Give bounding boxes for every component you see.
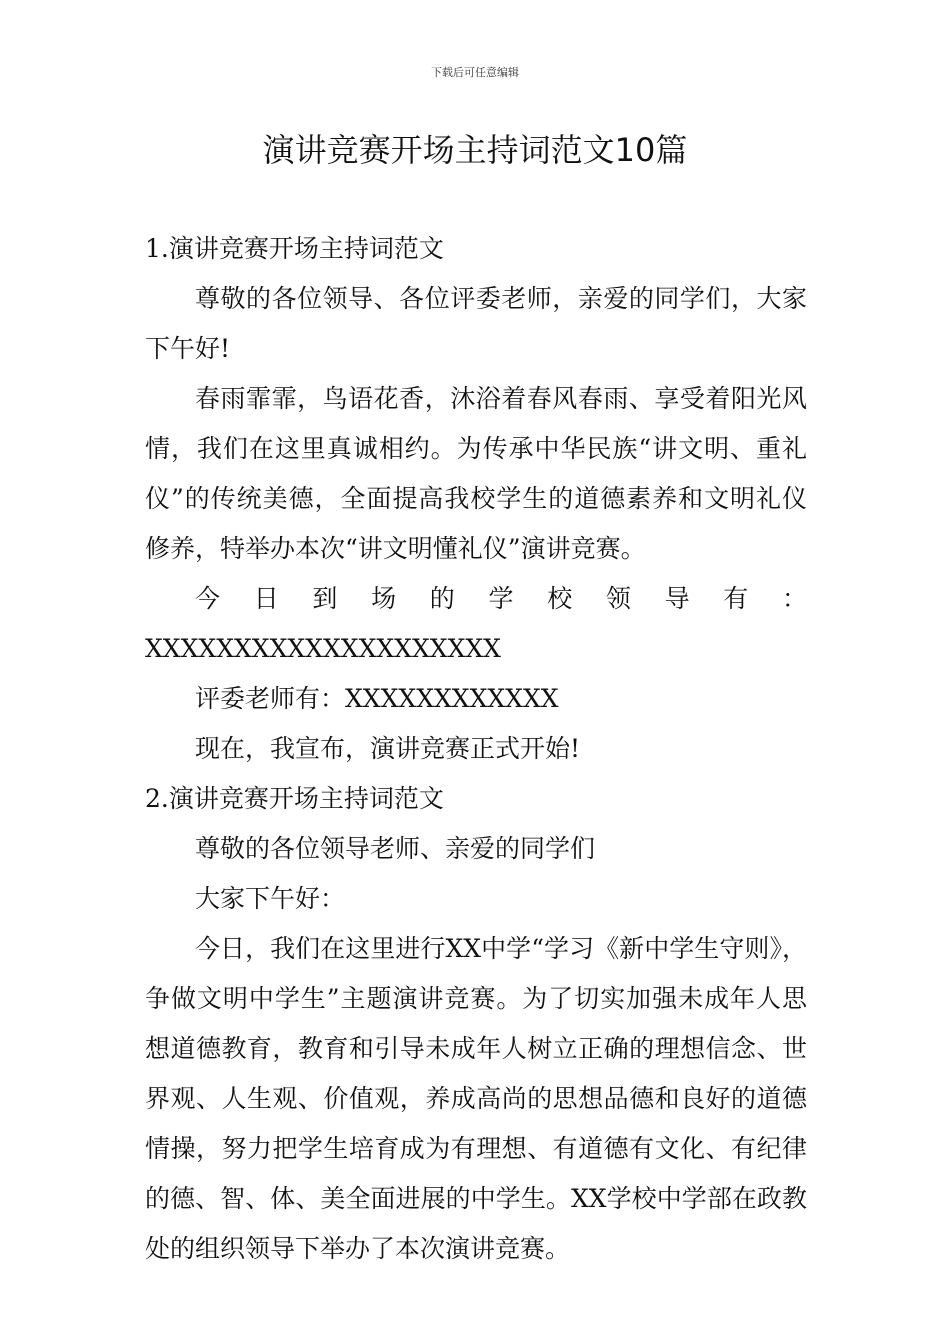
document-title: 演讲竞赛开场主持词范文10篇 — [262, 131, 688, 169]
document-body — [145, 224, 807, 1274]
page-header-note: 下载后可任意编辑 — [431, 66, 519, 79]
paragraph-greeting-2: 尊敬的各位领导老师、亲爱的同学们 — [195, 834, 596, 863]
paragraph-good-afternoon: 大家下午好： — [195, 884, 346, 913]
section-heading-2: 2.演讲竞赛开场主持词范文 — [145, 784, 444, 813]
section-heading-1: 1.演讲竞赛开场主持词范文 — [145, 234, 444, 263]
paragraph-leaders: 今日到场的学校领导有：XXXXXXXXXXXXXXXXXXXX — [145, 584, 807, 663]
paragraph-greeting-1: 尊敬的各位领导、各位评委老师，亲爱的同学们，大家下午好! — [145, 284, 807, 363]
paragraph-intro-2: 今日，我们在这里进行XX中学“学习《新中学生守则》，争做文明中学生”主题演讲竞赛。为了切实加强未成年人思想道德教育，教育和引导未成年人树立正确的理想信念、世界观、人生观、价值观，养成高尚的思想品德和良好的道德情操，努力把学生培育成为有理想、有道德有文化、有纪律的德、智、体、美全面进展的中学生。XX学校中学部在政教处的组织领导下举办了本次演讲竞赛。 — [145, 934, 807, 1263]
paragraph-intro-1: 春雨霏霏，鸟语花香，沐浴着春风春雨、享受着阳光风情，我们在这里真诚相约。为传承中华民族“讲文明、重礼仪”的传统美德，全面提高我校学生的道德素养和文明礼仪修养，特举办本次“讲文明懂礼仪”演讲竞赛。 — [145, 384, 807, 563]
paragraph-judges: 评委老师有：XXXXXXXXXXXX — [195, 684, 559, 713]
paragraph-announce: 现在，我宣布，演讲竞赛正式开始! — [195, 734, 581, 763]
